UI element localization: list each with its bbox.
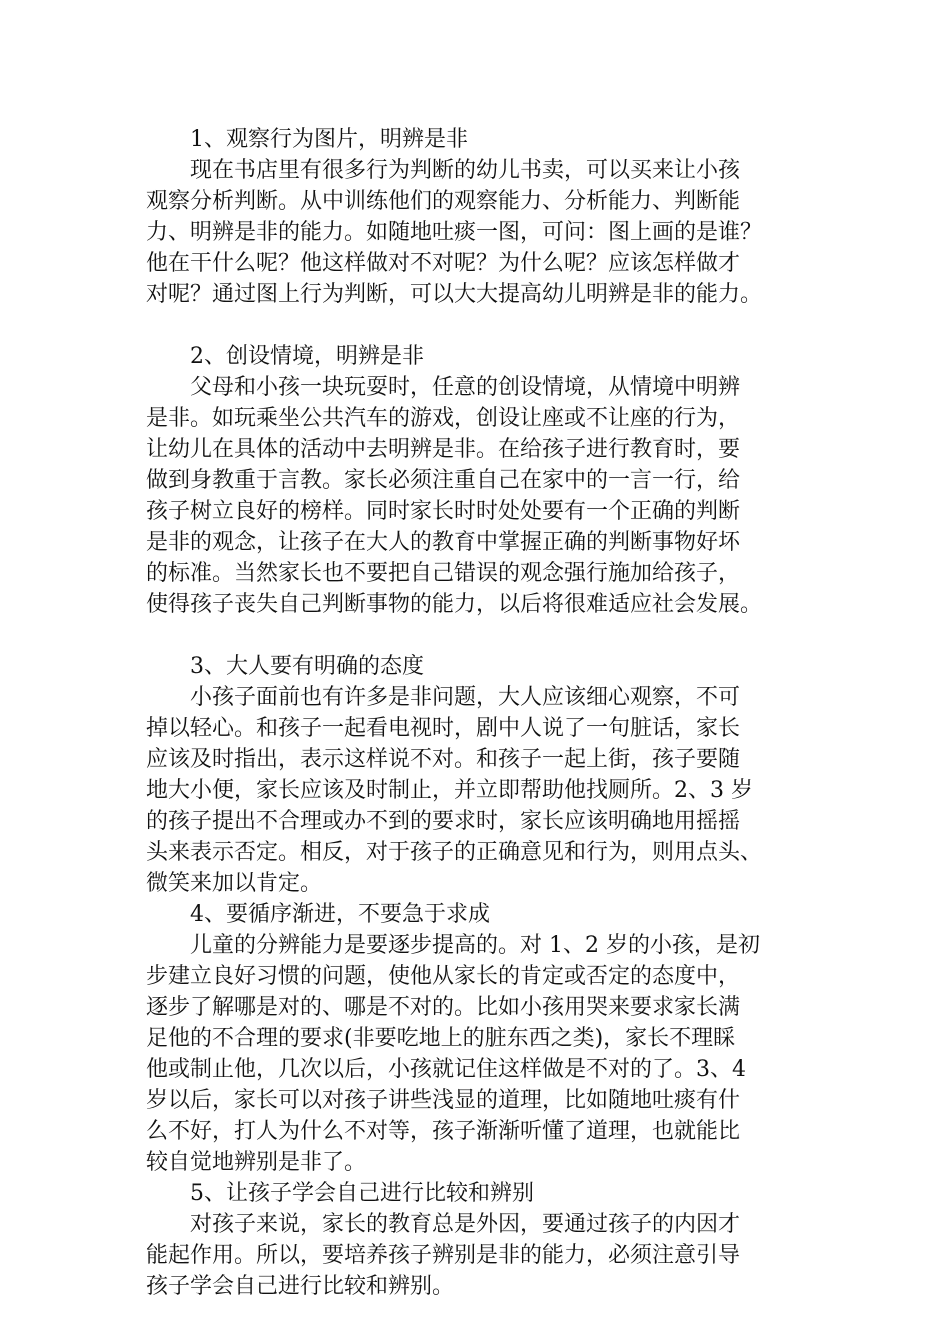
paragraph-line: 掉以轻心。和孩子一起看电视时，剧中人说了一句脏话，家长 [146,716,741,741]
paragraph-line: 地大小便，家长应该及时制止，并立即帮助他找厕所。2、3 岁 [146,778,753,803]
paragraph-line: 小孩子面前也有许多是非问题，大人应该细心观察，不可 [190,685,741,710]
paragraph-line: 让幼儿在具体的活动中去明辨是非。在给孩子进行教育时，要 [146,437,741,462]
paragraph-line: 他或制止他，几次以后，小孩就记住这样做是不对的了。3、4 [146,1057,746,1082]
paragraph-line: 逐步了解哪是对的、哪是不对的。比如小孩用哭来要求家长满 [146,995,741,1020]
paragraph-line: 现在书店里有很多行为判断的幼儿书卖，可以买来让小孩 [190,158,741,183]
paragraph-line: 微笑来加以肯定。 [146,871,323,896]
paragraph-line: 的标准。当然家长也不要把自己错误的观念强行施加给孩子， [146,561,741,586]
paragraph-line: 能起作用。所以，要培养孩子辨别是非的能力，必须注意引导 [146,1243,741,1268]
paragraph-line: 是非。如玩乘坐公共汽车的游戏，创设让座或不让座的行为， [146,406,741,431]
paragraph-line: 对呢？通过图上行为判断，可以大大提高幼儿明辨是非的能力。 [146,282,763,307]
document-page [146,124,806,1302]
section-heading: 3、大人要有明确的态度 [190,654,424,679]
paragraph-line: 步建立良好习惯的问题，使他从家长的肯定或否定的态度中， [146,964,741,989]
paragraph-line: 观察分析判断。从中训练他们的观察能力、分析能力、判断能 [146,189,741,214]
paragraph-line: 的孩子提出不合理或办不到的要求时，家长应该明确地用摇摇 [146,809,741,834]
section-3 [146,651,806,899]
paragraph-line: 应该及时指出，表示这样说不对。和孩子一起上街，孩子要随 [146,747,741,772]
paragraph-line: 岁以后，家长可以对孩子讲些浅显的道理，比如随地吐痰有什 [146,1088,741,1113]
paragraph-line: 是非的观念，让孩子在大人的教育中掌握正确的判断事物好坏 [146,530,741,555]
paragraph-line: 儿童的分辨能力是要逐步提高的。对 1、2 岁的小孩，是初 [190,933,760,958]
paragraph-line: 做到身教重于言教。家长必须注重自己在家中的一言一行，给 [146,468,741,493]
section-5 [146,1178,806,1302]
paragraph-line: 对孩子来说，家长的教育总是外因，要通过孩子的内因才 [190,1212,741,1237]
paragraph-line: 父母和小孩一块玩耍时，任意的创设情境，从情境中明辨 [190,375,741,400]
section-heading: 5、让孩子学会自己进行比较和辨别 [190,1181,534,1206]
paragraph-line: 孩子树立良好的榜样。同时家长时时处处要有一个正确的判断 [146,499,741,524]
section-4 [146,899,806,1178]
paragraph-line: 力、明辨是非的能力。如随地吐痰一图，可问：图上画的是谁？ [146,220,763,245]
paragraph-line: 孩子学会自己进行比较和辨别。 [146,1274,455,1299]
paragraph-line: 么不好，打人为什么不对等，孩子渐渐听懂了道理，也就能比 [146,1119,741,1144]
paragraph-line: 较自觉地辨别是非了。 [146,1150,367,1175]
paragraph-line: 足他的不合理的要求(非要吃地上的脏东西之类)，家长不理睬 [146,1026,736,1051]
section-1 [146,124,806,310]
section-heading: 1、观察行为图片，明辨是非 [190,127,468,152]
section-heading: 4、要循序渐进，不要急于求成 [190,902,490,927]
paragraph-line: 头来表示否定。相反，对于孩子的正确意见和行为，则用点头、 [146,840,763,865]
section-2 [146,341,806,620]
section-heading: 2、创设情境，明辨是非 [190,344,424,369]
paragraph-line: 他在干什么呢？他这样做对不对呢？为什么呢？应该怎样做才 [146,251,741,276]
paragraph-line: 使得孩子丧失自己判断事物的能力，以后将很难适应社会发展。 [146,592,763,617]
